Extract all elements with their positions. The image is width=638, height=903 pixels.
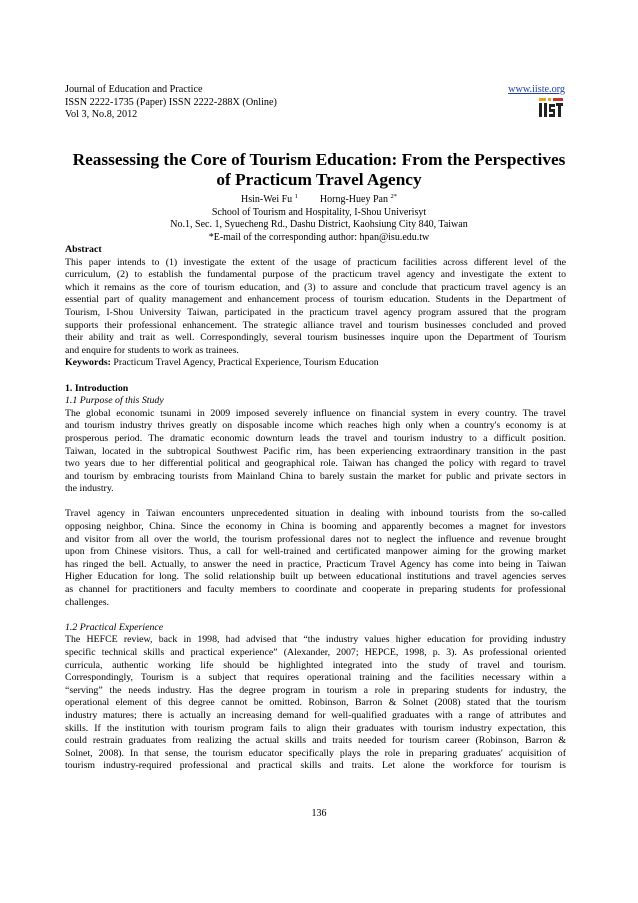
paper-title — [65, 150, 573, 189]
text-line: Correspondingly, Tourism is a subject that requires operational training and the facilities necessary within a — [65, 672, 566, 684]
text-line: opposing neighbor, China. Since the economy in China is booming and apparently becomes a magnet for investors — [65, 521, 566, 533]
text-line: specific technical skills and practical experience” (Alexander, 2007; HEPCE, 1998, p. 3). As professional oriented — [65, 647, 566, 658]
abstract-heading: Abstract — [65, 244, 102, 255]
text-line: The HEFCE review, back in 1998, had advised that “the industry values higher education for providing industry — [65, 634, 566, 646]
text-line: prosperous period. The dramatic economic downturn leads the travel and tourism industry to a difficult position. — [65, 432, 566, 444]
text-line: could restrain graduates from realizing the actual skills and traits needed for tourism career (Robinson, Barron & — [65, 735, 566, 747]
text-line: and tourism industry thrives greatly on disposable income which reaches high only when a country's economy is at — [65, 420, 566, 432]
journal-header — [65, 84, 565, 122]
text-line: their ability and trait as well. Correspondingly, several tourism businesses inquire upon the Department of Tourism — [65, 332, 566, 344]
iiste-logo-icon — [538, 98, 564, 118]
author-names — [65, 194, 573, 207]
text-line: two years due to her differential political and geographical role. Taiwan has changed the policy with regard to travel — [65, 458, 566, 470]
keywords-text: Practicum Travel Agency, Practical Experience, Tourism Education — [110, 357, 379, 369]
journal-issn: ISSN 2222-1735 (Paper) ISSN 2222-288X (Online) — [65, 96, 277, 108]
text-line: the industry. — [65, 483, 114, 495]
text-line: curriculum, (2) to establish the fundamental purpose of the practicum travel agency and investigate the extent to — [65, 269, 566, 281]
keywords-line — [65, 357, 566, 370]
author-address: No.1, Sec. 1, Syuecheng Rd., Dashu District, Kaohsiung City 840, Taiwan — [170, 219, 468, 231]
text-line: tourism industry-required professional and practical skills and traits. Let alone the workforce for tourism is — [65, 760, 566, 772]
subsection-heading-practical-experience: 1.2 Practical Experience — [65, 621, 164, 633]
abstract-text — [65, 257, 566, 358]
text-line: industry matures; there is actually an increasing demand for well-qualified graduates with a range of attributes and — [65, 709, 566, 721]
keywords-label: Keywords: — [65, 357, 111, 369]
author-block — [65, 194, 573, 244]
subsection-heading-purpose: 1.1 Purpose of this Study — [65, 395, 164, 407]
paragraph-1 — [65, 408, 566, 496]
journal-volume: Vol 3, No.8, 2012 — [65, 109, 138, 121]
text-line: skills. If the institution with tourism program fails to align their graduates with tourism industry expectation, this — [65, 722, 566, 734]
text-line: which it remains as the core of tourism education, and (3) to assure and conclude that practicum travel agency is an — [65, 281, 566, 293]
text-line: curricula, authentic working life should be highlighted integrated into the study of travel and tourism. — [65, 659, 566, 671]
text-line: operational element of this degree cannot be omitted. Robinson, Barron & Solnet (2008) stated that the tourism — [65, 697, 566, 709]
text-line: and visitor from all over the world, the tourism professional dares not to neglect the influence and revenue brought — [65, 533, 566, 545]
text-line: This paper intends to (1) investigate the extent of the usage of practicum facilities across different level of the — [65, 256, 566, 268]
text-line: upon from Chinese visitors. Thus, a call for well-trained and certificated manpower aiming for the growing market — [65, 546, 566, 558]
author-1-name: Hsin-Wei Fu — [241, 194, 293, 205]
text-line: Travel agency in Taiwan encounters unprecedented situation in dealing with inbound tourists from the so-called — [65, 508, 566, 520]
text-line: Higher Education for long. The solid relationship built up between educational institutions and travel agencies serves — [65, 571, 566, 583]
journal-name: Journal of Education and Practice — [65, 84, 203, 95]
text-line: “serving” the needs industry. Has the degree program in tourism a role in preparing students for industry, the — [65, 684, 566, 696]
paper-title-line-2: of Practicum Travel Agency — [216, 169, 422, 189]
text-line: challenges. — [65, 596, 110, 608]
corresponding-email: *E-mail of the corresponding author: hpan@isu.edu.tw — [208, 231, 430, 243]
paragraph-2 — [65, 508, 566, 609]
author-1-affiliation-mark: 1 — [294, 193, 298, 200]
paragraph-3 — [65, 634, 566, 773]
author-affiliation: School of Tourism and Hospitality, I-Shou Univerisyt — [211, 206, 427, 218]
paper-body — [65, 244, 566, 773]
page-number: 136 — [311, 808, 327, 819]
text-line: Taiwan, located in the subtropical Southwest Pacific rim, has been experiencing extraordinary transition in the past — [65, 445, 566, 457]
text-line: The global economic tsunami in 2009 imposed severely influence on financial system in every country. The travel — [65, 407, 566, 419]
text-line: and tourism by embracing tourists from Mainland China to barely sustain the market for public and private sectors in — [65, 470, 566, 482]
author-2-affiliation-mark: 2* — [390, 193, 397, 200]
journal-website-link[interactable]: www.iiste.org — [508, 84, 565, 95]
text-line: Tourism, I-Shou University Taiwan, participated in the practicum travel agency program assured that the program — [65, 306, 566, 318]
text-line: as channel for practitioners and faculty members to coordinate and cooperate in preparing students for professional — [65, 584, 566, 596]
text-line: supports their professional enhancement. The strategic alliance travel and tourism businesses concluded and proved — [65, 319, 566, 331]
paper-title-line-1: Reassessing the Core of Tourism Education: From the Perspectives — [72, 150, 566, 169]
text-line: has ringed the bell. Actually, to answer the need in practice, Practicum Travel Agency has come into being in Taiwan — [65, 558, 566, 570]
text-line: Solnet, 2008). In that sense, the tourism educator specifically plays the role in preparing graduates' acquisition of — [65, 747, 566, 759]
text-line: and enquire for students to work as trainees. — [65, 344, 239, 356]
text-line: essential part of quality management and enhancement process of tourism education. Students in the Department of — [65, 294, 566, 306]
author-2-name: Horng-Huey Pan — [319, 194, 388, 205]
section-heading-introduction: 1. Introduction — [65, 382, 129, 394]
